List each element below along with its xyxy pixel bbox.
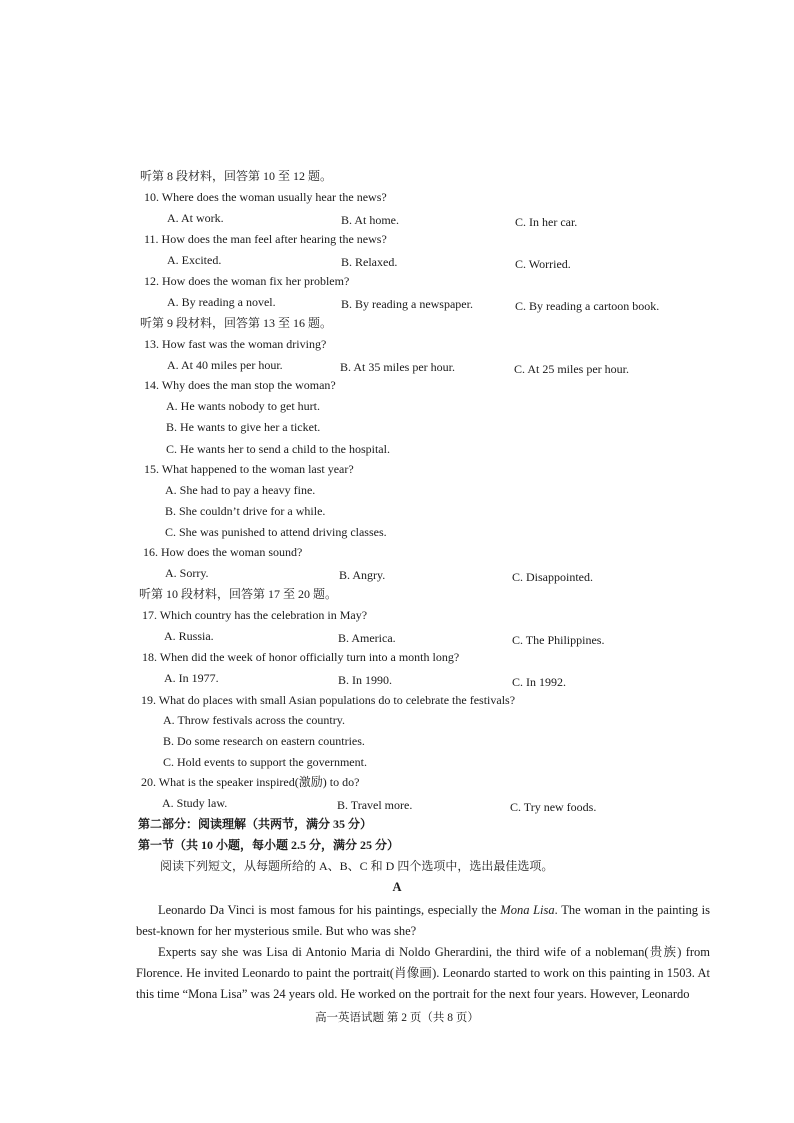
part-2-title: 第二部分：阅读理解（共两节，满分 35 分） [138,817,373,831]
paragraph-1-text-end: . The woman in the painting is best-known for her mysterious smile. But who was she? [136,903,710,938]
question-16-option-a: A. Sorry. [165,566,209,580]
passage-paragraph-1 [136,900,710,942]
question-18-stem: 18. When did the week of honor officially turn into a month long? [142,650,460,664]
question-10-stem: 10. Where does the woman usually hear the news? [144,190,387,204]
question-13-option-b: B. At 35 miles per hour. [340,360,455,374]
question-18-option-b: B. In 1990. [338,673,392,687]
question-11-option-c: C. Worried. [515,257,571,271]
question-18-option-a: A. In 1977. [164,671,219,685]
question-15-option-c: C. She was punished to attend driving classes. [165,525,387,539]
question-11-option-b: B. Relaxed. [341,255,398,269]
question-13-option-a: A. At 40 miles per hour. [167,358,283,372]
question-18-option-c: C. In 1992. [512,675,566,689]
question-14-option-a: A. He wants nobody to get hurt. [166,399,320,413]
question-14-option-b: B. He wants to give her a ticket. [166,420,321,434]
question-19-option-b: B. Do some research on eastern countries. [163,734,365,748]
page-footer: 高一英语试题 第 2 页（共 8 页） [315,1012,479,1024]
paragraph-1-text-start: Leonardo Da Vinci is most famous for his paintings, especially the [158,903,501,917]
question-14-option-c: C. He wants her to send a child to the hospital. [166,442,390,456]
question-17-option-c: C. The Philippines. [512,633,605,647]
section-8-intro: 听第 8 段材料，回答第 10 至 12 题。 [140,169,333,183]
question-17-option-b: B. America. [338,631,396,645]
question-16-option-c: C. Disappointed. [512,570,593,584]
passage-label: A [392,880,402,894]
question-17-stem: 17. Which country has the celebration in May? [142,608,368,622]
question-15-stem: 15. What happened to the woman last year? [144,462,354,476]
question-15-option-b: B. She couldn’t drive for a while. [165,504,326,518]
question-19-stem: 19. What do places with small Asian populations do to celebrate the festivals? [141,693,516,707]
question-11-stem: 11. How does the man feel after hearing the news? [144,232,387,246]
question-15-option-a: A. She had to pay a heavy fine. [165,483,316,497]
section-9-intro: 听第 9 段材料，回答第 13 至 16 题。 [140,316,333,330]
section-1-title: 第一节（共 10 小题，每小题 2.5 分，满分 25 分） [138,838,400,852]
question-20-stem: 20. What is the speaker inspired(激励) to do? [141,775,360,789]
passage-paragraph-2 [136,942,710,1005]
question-12-option-c: C. By reading a cartoon book. [515,299,660,313]
mona-lisa-title: Mona Lisa [500,903,555,917]
question-17-option-a: A. Russia. [164,629,214,643]
question-10-option-c: C. In her car. [515,215,578,229]
question-20-option-c: C. Try new foods. [510,800,597,814]
question-19-option-a: A. Throw festivals across the country. [163,713,345,727]
question-20-option-a: A. Study law. [162,796,228,810]
question-13-option-c: C. At 25 miles per hour. [514,362,629,376]
question-13-stem: 13. How fast was the woman driving? [144,337,327,351]
question-10-option-a: A. At work. [167,211,224,225]
section-10-intro: 听第 10 段材料，回答第 17 至 20 题。 [139,587,338,601]
question-19-option-c: C. Hold events to support the government. [163,755,367,769]
question-12-option-b: B. By reading a newspaper. [341,297,473,311]
reading-instructions: 阅读下列短文，从每题所给的 A、B、C 和 D 四个选项中，选出最佳选项。 [160,859,554,873]
question-11-option-a: A. Excited. [167,253,222,267]
paragraph-2-text: Experts say she was Lisa di Antonio Maria di Noldo Gherardini, the third wife of a nobleman(贵族) from Florence. He invited Leonardo to paint the portrait(肖像画). Leonardo started to work on this painting in 1503. At this time “Mona Lisa” was 24 years old. He worked on the portrait for the next four years. However, Leonardo [136,945,710,1001]
question-12-option-a: A. By reading a novel. [167,295,276,309]
question-14-stem: 14. Why does the man stop the woman? [144,378,336,392]
question-10-option-b: B. At home. [341,213,400,227]
question-20-option-b: B. Travel more. [337,798,413,812]
question-16-stem: 16. How does the woman sound? [143,545,303,559]
question-12-stem: 12. How does the woman fix her problem? [144,274,350,288]
question-16-option-b: B. Angry. [339,568,386,582]
